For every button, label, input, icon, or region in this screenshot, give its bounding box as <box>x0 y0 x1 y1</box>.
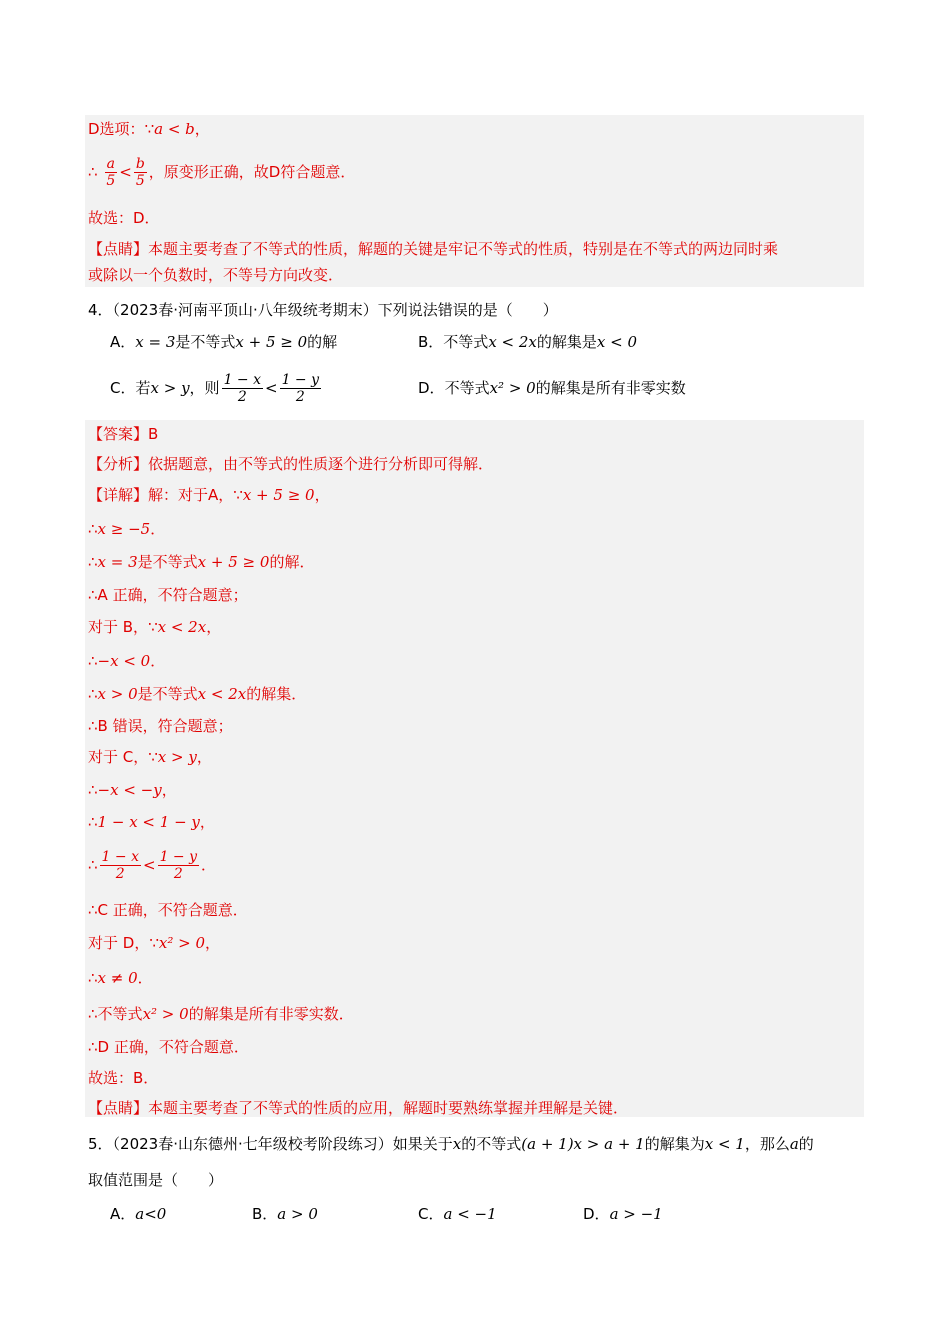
q4-detail-line-18: 故选：B． <box>88 1069 159 1087</box>
q5-number: 5． <box>88 1135 113 1153</box>
q4-analysis-line: 【分析】依据题意，由不等式的性质逐个进行分析即可得解． <box>88 455 494 473</box>
q4-source-text: （2023春·河南平顶山·八年级统考期末）下列说法错误的是（ ） <box>112 301 558 319</box>
answer-value: B <box>148 425 159 443</box>
therefore-symbol: ∴ <box>88 163 98 181</box>
q5-option-c: C．a < −1 <box>418 1205 497 1223</box>
math-a-lt-b: a < b <box>154 120 195 138</box>
fraction-1-minus-x-over-2: $\frac{1 - x}{2}$ <box>223 372 261 405</box>
because-symbol: ∵ <box>144 120 155 138</box>
q5-option-a: A．a<0 <box>110 1205 167 1223</box>
d-option-label: D选项： <box>88 120 145 138</box>
q4-detail-line-16: ∴不等式x² > 0的解集是所有非零实数． <box>88 1005 354 1023</box>
q4-detail-line-8: ∴B 错误，符合题意； <box>88 717 233 735</box>
answer-tag: 【答案】 <box>88 425 149 443</box>
q5-option-b: B．a > 0 <box>252 1205 318 1223</box>
q4-detail-line-17: ∴D 正确，不符合题意． <box>88 1038 249 1056</box>
q4-detail-line-11: ∴1 − x < 1 − y， <box>88 813 215 831</box>
q5-stem-line-2: 取值范围是（ ） <box>88 1171 224 1189</box>
q4-option-a: A．x = 3是不等式x + 5 ≥ 0的解 <box>110 333 338 351</box>
q4-detail-line-14: 对于 D，∵x² > 0， <box>88 934 221 952</box>
prev-d-option-line: D选项：∵a < b， <box>88 120 210 138</box>
analysis-tag: 【分析】 <box>88 455 149 473</box>
q4-option-b: B．不等式x < 2x的解集是x < 0 <box>418 333 638 351</box>
prev-choice-line: 故选：D． <box>88 209 160 227</box>
prev-dianjing-line-2: 或除以一个负数时，不等号方向改变． <box>88 266 344 284</box>
q4-detail-line-15: ∴x ≠ 0． <box>88 969 153 987</box>
q4-answer-line <box>88 422 158 446</box>
fraction-1-minus-y-over-2: $\frac{1 - y}{2}$ <box>281 372 320 405</box>
prev-dianjing-line-1: 【点睛】本题主要考查了不等式的性质，解题的关键是牢记不等式的性质，特别是在不等式的两边同时乘 <box>88 240 779 258</box>
prev-fraction-line: ∴ $\frac{a}{5}$ < $\frac{b}{5}$ ，原变形正确，故D符合题意． <box>88 156 356 189</box>
d-conclusion: ，原变形正确，故D符合题意． <box>148 163 356 181</box>
q4-dianjing-line: 【点睛】本题主要考查了不等式的性质的应用，解题时要熟练掌握并理解是关键． <box>88 1099 629 1117</box>
q4-detail-line-10: ∴−x < −y， <box>88 781 177 799</box>
q4-detail-line-3: ∴x = 3是不等式x + 5 ≥ 0的解． <box>88 553 315 571</box>
fraction-1-minus-y-over-2: $\frac{1 - y}{2}$ <box>159 849 198 882</box>
q4-stem <box>88 298 558 322</box>
q4-detail-line-2: ∴x ≥ −5． <box>88 520 166 538</box>
q4-option-d: D．不等式x² > 0的解集是所有非零实数 <box>418 379 686 397</box>
dianjing-tag: 【点睛】 <box>88 1099 149 1117</box>
q4-detail-line-7: ∴x > 0是不等式x < 2x的解集． <box>88 685 307 703</box>
q4-detail-line-6: ∴−x < 0． <box>88 652 166 670</box>
q4-option-c: C．若x > y，则 $\frac{1 - x}{2}$ < $\frac{1 - y}{2}$ <box>110 372 320 405</box>
detail-tag: 【详解】 <box>88 486 149 504</box>
q4-detail-line-4: ∴A 正确，不符合题意； <box>88 586 248 604</box>
fraction-b-over-5: $\frac{b}{5}$ <box>135 156 145 189</box>
q4-detail-line-13: ∴C 正确，不符合题意． <box>88 901 248 919</box>
q4-detail-line-12: ∴ $\frac{1 - x}{2}$ < $\frac{1 - y}{2}$ ． <box>88 849 217 882</box>
q5-stem-line-1: 5．（2023春·山东德州·七年级校考阶段练习）如果关于x的不等式(a + 1)x > a + 1的解集为x < 1，那么a的 <box>88 1135 814 1153</box>
q4-detail-line-9: 对于 C，∵x > y， <box>88 748 212 766</box>
fraction-1-minus-x-over-2: $\frac{1 - x}{2}$ <box>101 849 139 882</box>
q4-number: 4． <box>88 301 113 319</box>
q4-detail-line-5: 对于 B，∵x < 2x， <box>88 618 222 636</box>
fraction-a-over-5: $\frac{a}{5}$ <box>106 156 116 189</box>
q4-detail-line-1: 【详解】解：对于A，∵x + 5 ≥ 0， <box>88 486 330 504</box>
q5-option-d: D．a > −1 <box>583 1205 663 1223</box>
dianjing-tag: 【点睛】 <box>88 240 149 258</box>
